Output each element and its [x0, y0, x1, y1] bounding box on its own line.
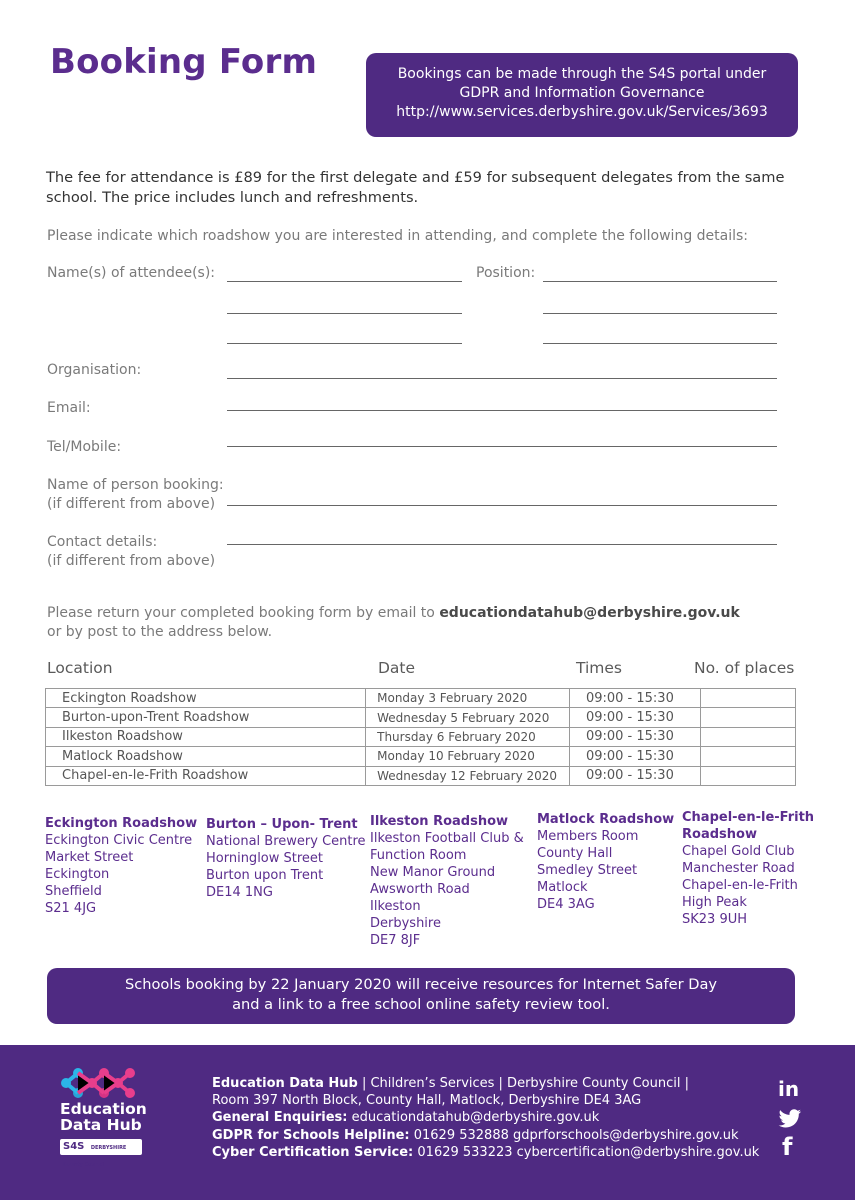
attendees-label: Name(s) of attendee(s): [47, 265, 216, 281]
contact-field[interactable] [227, 544, 777, 545]
venue-eckington [45, 815, 197, 917]
footer-org-name: Education Data Hub [212, 1076, 358, 1091]
table-row [46, 747, 796, 766]
venue-burton [206, 816, 366, 901]
gdpr-label: GDPR for Schools Helpline: [212, 1127, 410, 1143]
contact-label [47, 533, 215, 571]
logo-text [60, 1101, 147, 1133]
position-label: Position: [476, 265, 536, 281]
instruction-text: Please indicate which roadshow you are interested in attending, and complete the following details: [47, 228, 749, 244]
venue-title: Eckington Roadshow [45, 816, 198, 831]
row-location: Eckington Roadshow [46, 689, 366, 708]
row-date: Monday 10 February 2020 [366, 747, 570, 766]
council-label: DERBYSHIRE County Council [63, 1145, 127, 1168]
footer-org-rest: | Children’s Services | Derbyshire County Council | [357, 1076, 689, 1091]
booker-label-line-1: Name of person booking: [47, 477, 224, 493]
return-line-2: or by post to the address below. [47, 624, 273, 640]
venue-line: Ilkeston [370, 899, 421, 914]
attendee-name-field-2[interactable] [227, 313, 462, 314]
email-label: Email: [47, 400, 91, 416]
attendee-name-field-3[interactable] [227, 343, 462, 344]
places-input[interactable] [701, 747, 796, 766]
places-input[interactable] [701, 766, 796, 785]
banner-line-1: Schools booking by 22 January 2020 will receive resources for Internet Safer Day [124, 976, 718, 993]
tel-field[interactable] [227, 446, 777, 447]
row-location: Matlock Roadshow [46, 747, 366, 766]
logo-line-2: Data Hub [60, 1116, 142, 1134]
cyber-label: Cyber Certification Service: [212, 1144, 414, 1160]
enquiries-email-link[interactable]: educationdatahub@derbyshire.gov.uk [347, 1110, 600, 1126]
venue-title: Burton – Upon- Trent [206, 817, 358, 832]
portal-url-link[interactable]: http://www.services.derbyshire.gov.uk/Services/3693 [396, 104, 768, 120]
row-location: Burton-upon-Trent Roadshow [46, 708, 366, 727]
linkedin-icon[interactable]: in [778, 1077, 800, 1101]
row-times: 09:00 - 15:30 [569, 689, 700, 708]
table-row [46, 708, 796, 727]
contact-label-line-1: Contact details: [47, 534, 158, 550]
s4s-label: S4S [63, 1141, 85, 1152]
organisation-label: Organisation: [47, 362, 142, 378]
venue-line: Derbyshire [370, 916, 441, 931]
venue-title-line-2: Roadshow [682, 827, 757, 842]
venue-line: Sheffield [45, 884, 102, 899]
venue-line: Function Room [370, 848, 467, 863]
venue-line: Market Street [45, 850, 134, 865]
header-places: No. of places [694, 659, 795, 677]
row-times: 09:00 - 15:30 [569, 708, 700, 727]
table-row [46, 727, 796, 746]
portal-line-1: Bookings can be made through the S4S portal under [397, 66, 767, 82]
data-hub-logo-icon [58, 1063, 142, 1103]
row-date: Wednesday 12 February 2020 [366, 766, 570, 785]
portal-info-box [366, 53, 798, 137]
banner-line-2: and a link to a free school online safety review tool. [232, 996, 610, 1013]
row-location: Chapel-en-le-Frith Roadshow [46, 766, 366, 785]
page-title: Booking Form [50, 42, 318, 82]
logo-line-1: Education [60, 1100, 147, 1118]
cyber-contact[interactable]: 01629 533223 cybercertification@derbyshire.gov.uk [413, 1144, 760, 1160]
venue-line: National Brewery Centre [206, 834, 366, 849]
venue-line: DE4 3AG [537, 897, 595, 912]
places-input[interactable] [701, 708, 796, 727]
venue-line: S21 4JG [45, 901, 97, 916]
row-location: Ilkeston Roadshow [46, 727, 366, 746]
row-date: Thursday 6 February 2020 [366, 727, 570, 746]
header-location: Location [47, 659, 113, 677]
table-row [46, 689, 796, 708]
venue-line: SK23 9UH [682, 912, 748, 927]
venue-line: Burton upon Trent [206, 868, 324, 883]
s4s-badge [60, 1139, 142, 1168]
venue-title: Chapel-en-le-Frith [682, 810, 815, 825]
row-times: 09:00 - 15:30 [569, 747, 700, 766]
footer-address: Room 397 North Block, County Hall, Matlock, Derbyshire DE4 3AG [212, 1093, 642, 1109]
footer-contact-info [212, 1075, 759, 1161]
venue-chapel [682, 809, 814, 928]
enquiries-label: General Enquiries: [212, 1110, 348, 1126]
early-booking-banner [47, 968, 795, 1024]
venue-title: Matlock Roadshow [537, 812, 675, 827]
email-field[interactable] [227, 410, 777, 411]
row-date: Monday 3 February 2020 [366, 689, 570, 708]
venue-line: DE7 8JF [370, 933, 421, 948]
booker-field[interactable] [227, 505, 777, 506]
venue-matlock [537, 811, 674, 913]
gdpr-contact[interactable]: 01629 532888 gdprforschools@derbyshire.gov.uk [409, 1127, 739, 1143]
position-field-2[interactable] [543, 313, 777, 314]
venue-line: Members Room [537, 829, 639, 844]
header-times: Times [576, 659, 623, 677]
venue-line: Eckington Civic Centre [45, 833, 193, 848]
venue-line: Horninglow Street [206, 851, 324, 866]
attendee-name-field-1[interactable] [227, 281, 462, 282]
twitter-icon[interactable] [778, 1109, 802, 1129]
venue-line: Smedley Street [537, 863, 638, 878]
places-input[interactable] [701, 689, 796, 708]
venue-line: County Hall [537, 846, 613, 861]
header-date: Date [378, 659, 416, 677]
footer [0, 1045, 855, 1200]
booker-label [47, 476, 224, 514]
fee-text: The fee for attendance is £89 for the first delegate and £59 for subsequent delegates from the same school. The price includes lunch and refreshments. [46, 169, 785, 206]
return-prefix: Please return your completed booking form by email to [47, 605, 440, 621]
row-date: Wednesday 5 February 2020 [366, 708, 570, 727]
venue-line: New Manor Ground [370, 865, 496, 880]
venue-ilkeston [370, 813, 524, 949]
venue-line: High Peak [682, 895, 747, 910]
organisation-field[interactable] [227, 378, 777, 379]
position-field-1[interactable] [543, 281, 777, 282]
table-row [46, 766, 796, 785]
venue-title: Ilkeston Roadshow [370, 814, 509, 829]
contact-label-line-2: (if different from above) [47, 553, 216, 569]
venue-line: Manchester Road [682, 861, 795, 876]
venue-line: Ilkeston Football Club & [370, 831, 524, 846]
venue-line: Matlock [537, 880, 588, 895]
portal-line-2: GDPR and Information Governance [459, 85, 705, 101]
tel-label: Tel/Mobile: [47, 439, 122, 455]
venue-line: Eckington [45, 867, 110, 882]
venue-line: DE14 1NG [206, 885, 273, 900]
position-field-3[interactable] [543, 343, 777, 344]
return-instructions [47, 604, 740, 642]
sessions-table [45, 688, 796, 786]
places-input[interactable] [701, 727, 796, 746]
row-times: 09:00 - 15:30 [569, 766, 700, 785]
row-times: 09:00 - 15:30 [569, 727, 700, 746]
venue-line: Chapel Gold Club [682, 844, 795, 859]
venue-line: Chapel-en-le-Frith [682, 878, 798, 893]
booker-label-line-2: (if different from above) [47, 496, 216, 512]
return-email-link[interactable]: educationdatahub@derbyshire.gov.uk [439, 605, 740, 621]
facebook-icon[interactable]: f [782, 1133, 793, 1161]
venue-line: Awsworth Road [370, 882, 470, 897]
